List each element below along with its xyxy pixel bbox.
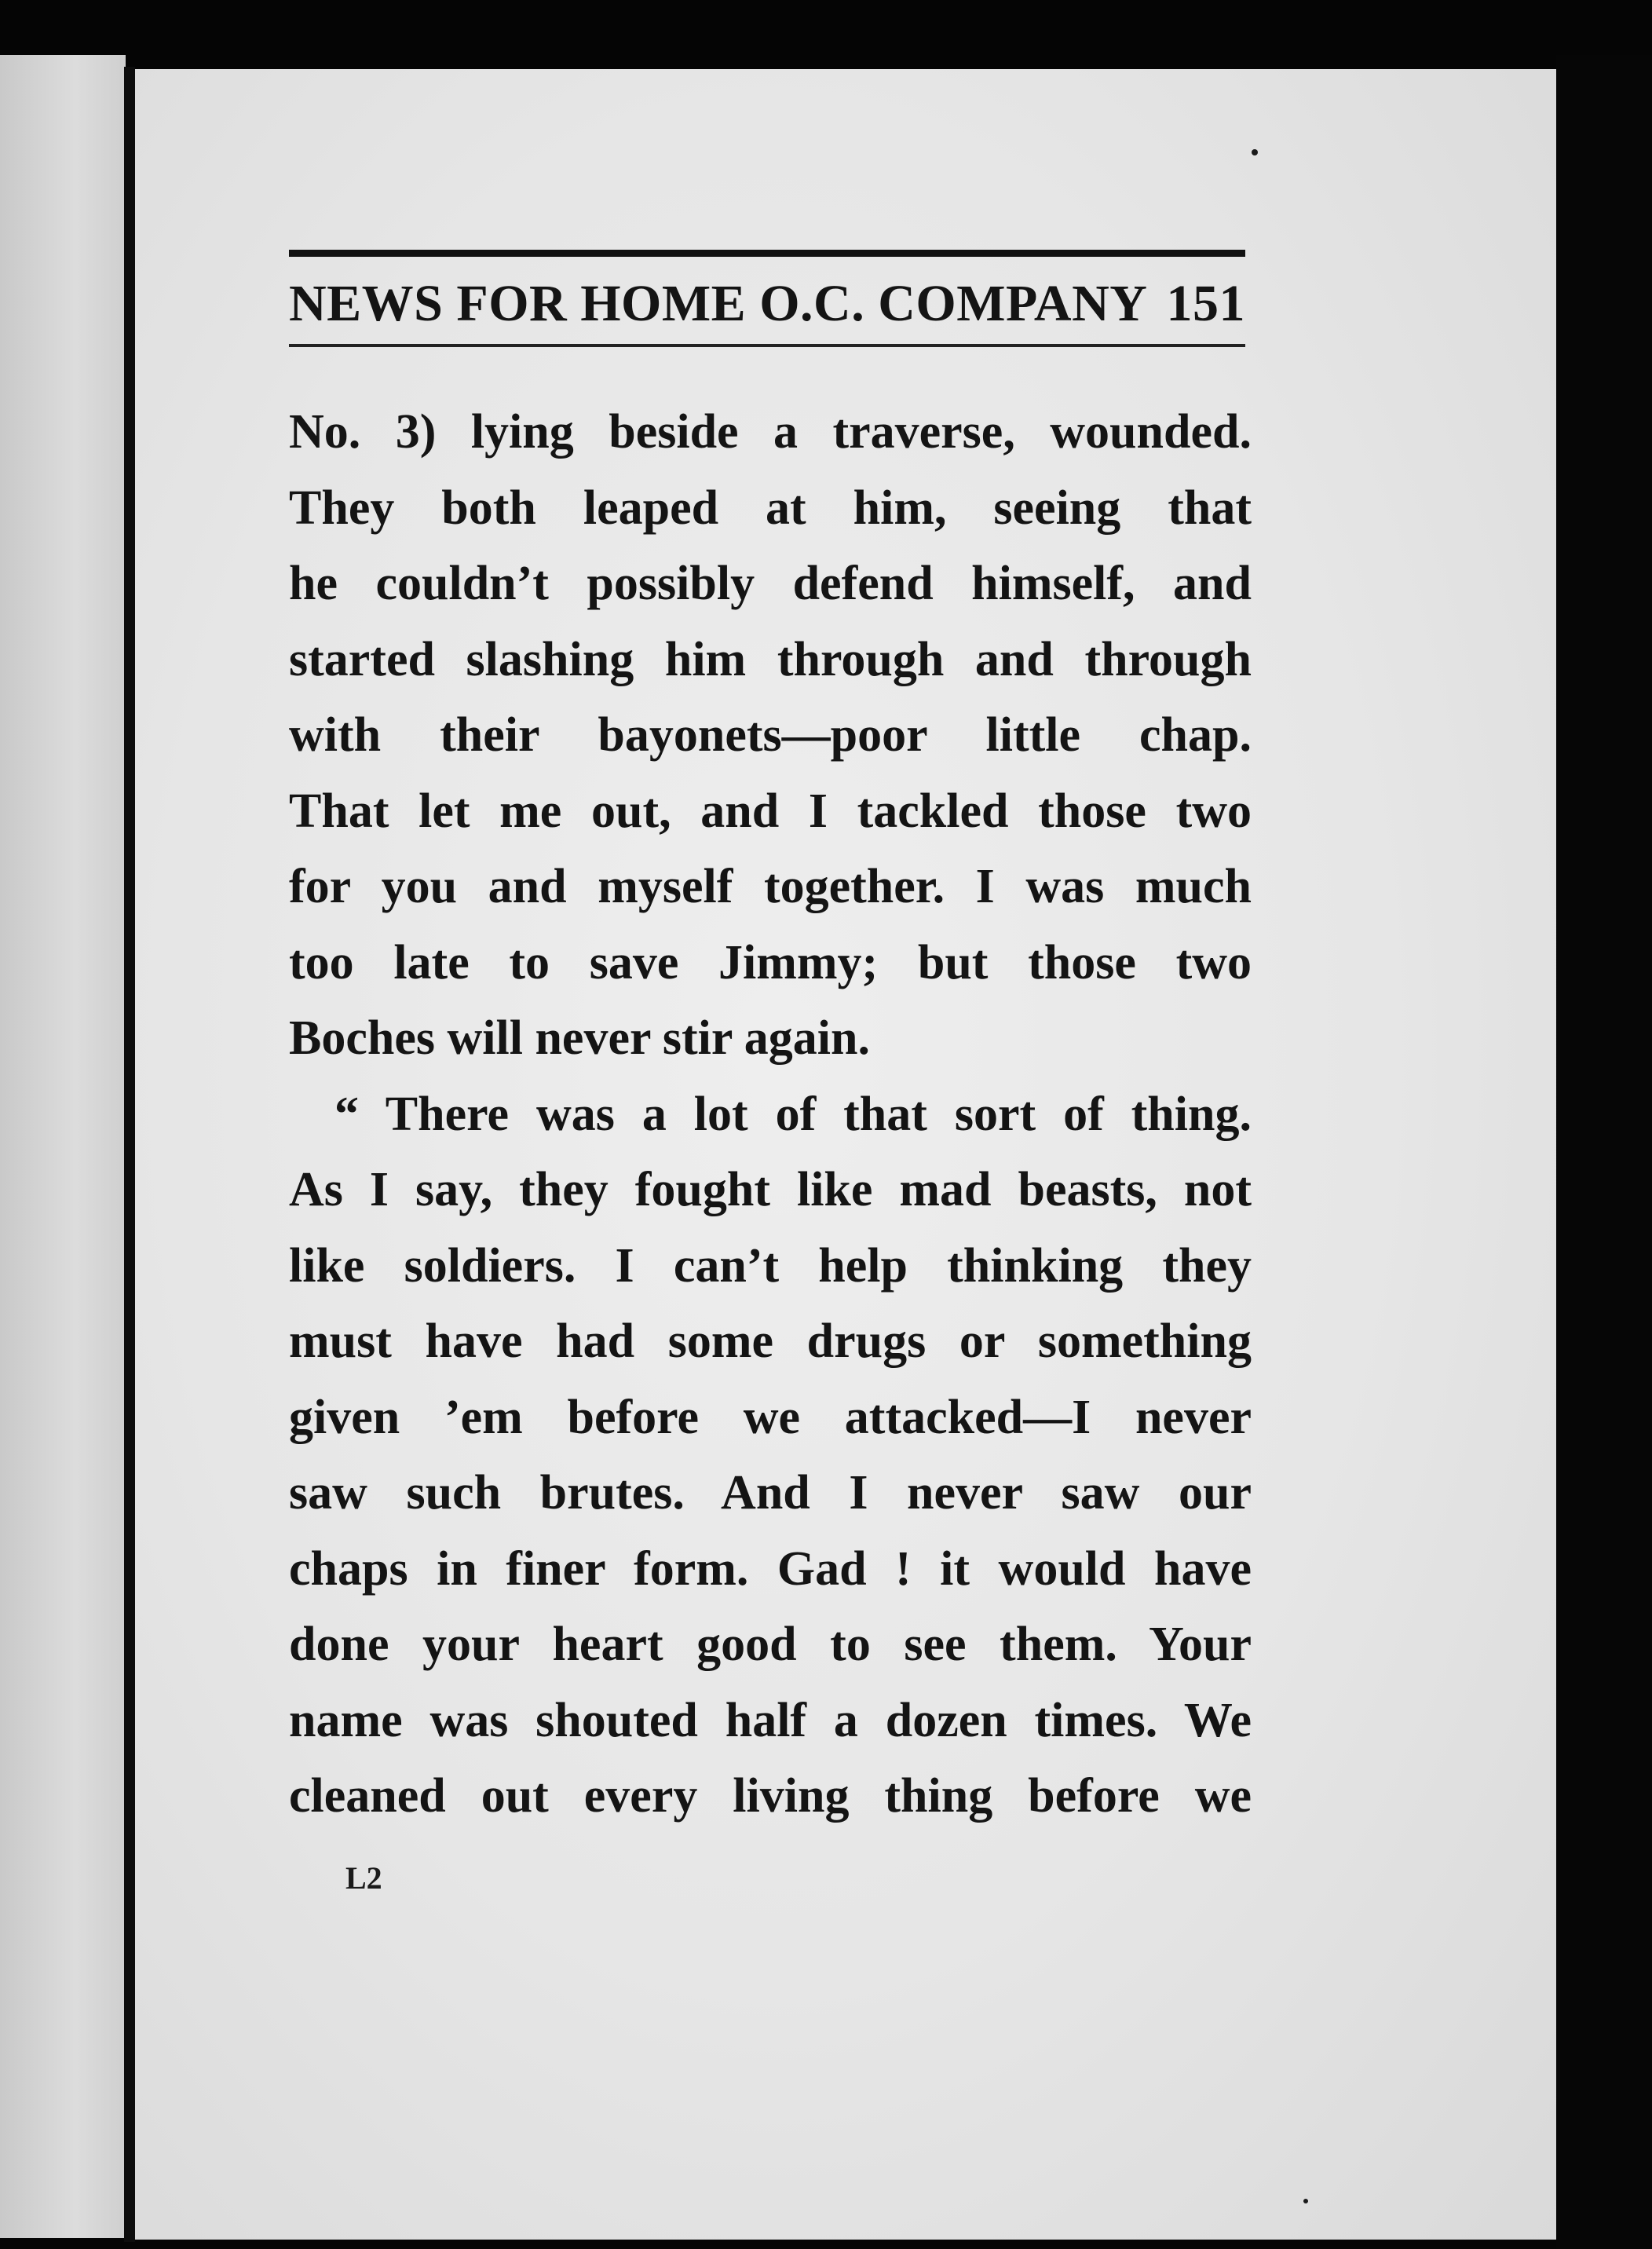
running-head: [289, 269, 1245, 339]
page-gutter: [124, 67, 135, 2242]
text-line: must have had some drugs or something: [289, 1315, 1252, 1368]
text-line: As I say, they fought like mad beasts, not: [289, 1163, 1252, 1216]
text-line: given ’em before we attacked—I never: [289, 1390, 1252, 1444]
text-line: like soldiers. I can’t help thinking they: [289, 1238, 1252, 1293]
text-line: “ There was a lot of that sort of thing.: [334, 1087, 1252, 1141]
dust-speck: [1252, 149, 1258, 155]
text-line: name was shouted half a dozen times. We: [289, 1693, 1252, 1747]
signature-mark: L2: [345, 1860, 382, 1896]
body-text: [289, 394, 1252, 1834]
scan-right-border: [1556, 55, 1652, 2249]
text-line: he couldn’t possibly defend himself, and: [289, 557, 1252, 610]
running-head-title: NEWS FOR HOME O.C. COMPANY: [289, 275, 1148, 332]
page-number: 151: [1166, 275, 1245, 332]
dust-speck: [1303, 2199, 1308, 2203]
text-line: for you and myself together. I was much: [289, 860, 1252, 913]
text-line: chaps in finer form. Gad ! it would have: [289, 1541, 1252, 1596]
text-line: too late to save Jimmy; but those two: [289, 935, 1252, 989]
text-line: cleaned out every living thing before we: [289, 1769, 1252, 1823]
text-line: done your heart good to see them. Your: [289, 1618, 1252, 1671]
text-line: Boches will never stir again.: [289, 1011, 870, 1065]
text-line: No. 3) lying beside a traverse, wounded.: [289, 405, 1252, 459]
text-line: They both leaped at him, seeing that: [289, 481, 1252, 535]
text-line: saw such brutes. And I never saw our: [289, 1466, 1252, 1519]
text-line: That let me out, and I tackled those two: [289, 784, 1252, 838]
text-line: with their bayonets—poor little chap.: [289, 708, 1252, 762]
previous-page-edge: [0, 55, 126, 2238]
header-rule-top: [289, 250, 1245, 257]
header-rule-bottom: [289, 344, 1245, 347]
text-line: started slashing him through and through: [289, 632, 1252, 686]
